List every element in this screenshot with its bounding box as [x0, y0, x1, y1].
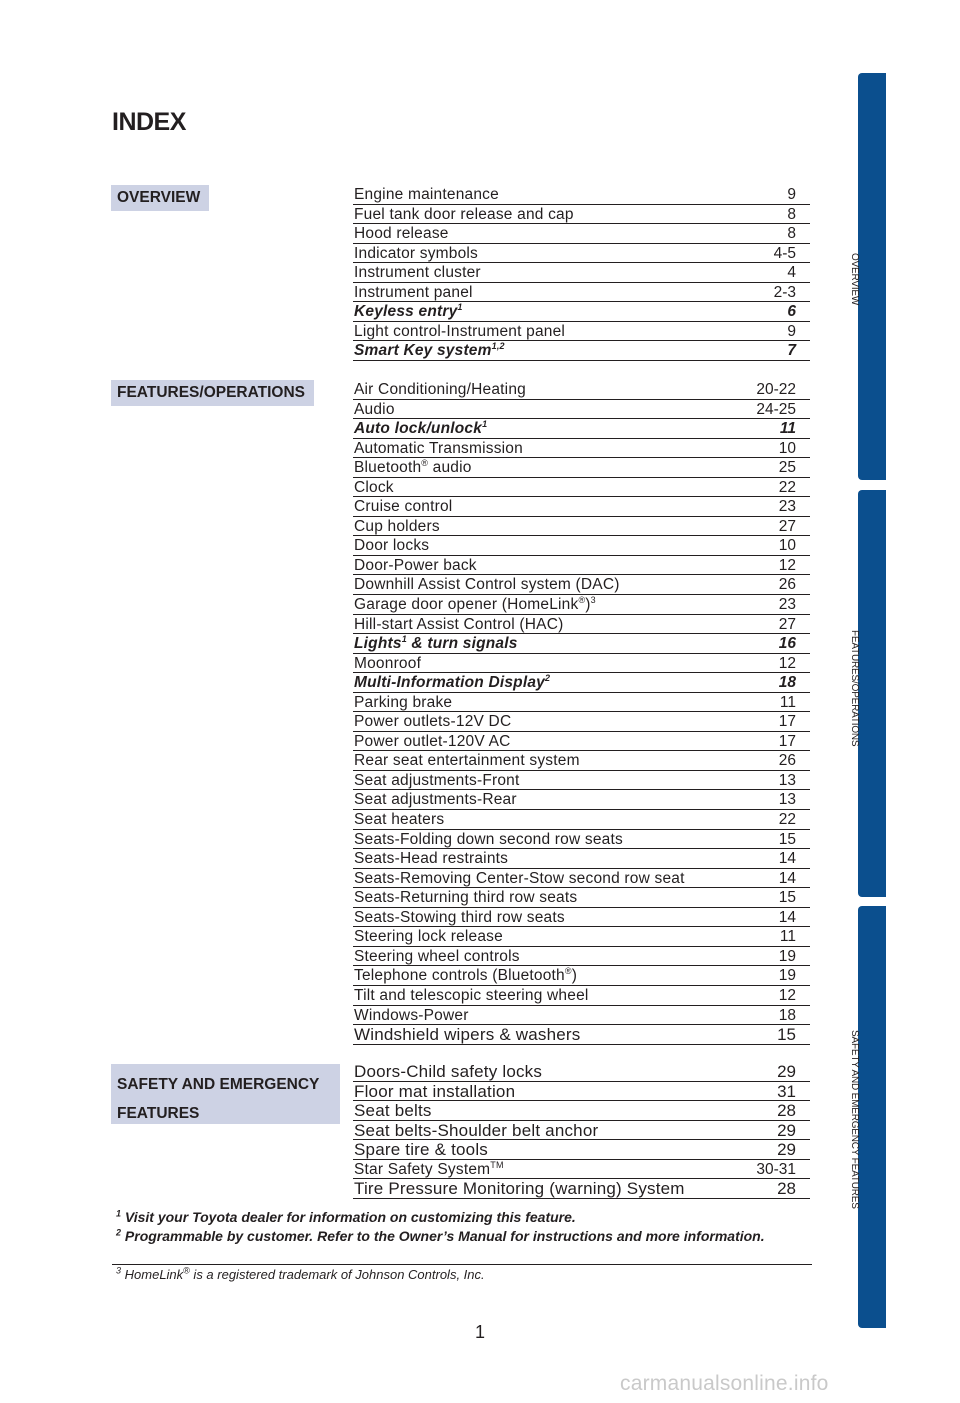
index-entry-page: 29 — [777, 1120, 796, 1140]
superscript: ® — [564, 966, 572, 977]
index-entry-text: Lights — [354, 635, 402, 653]
index-entry-title — [354, 1082, 515, 1101]
index-entry-title — [354, 693, 452, 712]
index-entry-title — [354, 1121, 598, 1140]
index-entry-title — [354, 536, 429, 555]
index-entry-text: Seats-Returning third row seats — [354, 889, 578, 907]
index-entry — [353, 575, 810, 595]
index-entry-title — [354, 380, 526, 399]
side-tab-safety[interactable] — [858, 906, 886, 1328]
index-entry-text: Hood release — [354, 225, 449, 243]
index-entry-page: 7 — [787, 342, 796, 360]
index-entry-text: Seat adjustments-Rear — [354, 791, 517, 809]
index-entry-title — [354, 497, 452, 516]
index-entry-title — [354, 185, 499, 204]
index-entry-page: 11 — [779, 928, 796, 946]
index-entry-text: Instrument cluster — [354, 264, 481, 282]
index-entry-text: Cup holders — [354, 517, 440, 535]
index-entry — [353, 1179, 810, 1199]
index-entry-text: Seats-Folding down second row seats — [354, 830, 623, 848]
index-entry — [353, 947, 810, 967]
index-entry — [353, 986, 810, 1006]
index-entry-page: 13 — [778, 771, 796, 789]
watermark: carmanualsonline.info — [620, 1372, 829, 1395]
index-entry — [353, 849, 810, 869]
index-entry-title — [354, 575, 620, 594]
index-entry-text: Indicator symbols — [354, 244, 479, 262]
index-entry-title — [354, 810, 444, 829]
index-entry-title — [354, 712, 511, 731]
index-entry-page: 9 — [787, 186, 796, 203]
index-entry-title — [354, 986, 589, 1005]
index-entry — [353, 908, 810, 928]
index-entry-text: Door-Power back — [354, 556, 477, 574]
index-entry-title — [354, 751, 580, 770]
index-entry — [353, 1062, 810, 1082]
index-entry-text: Steering wheel controls — [354, 947, 520, 965]
index-entry-text: Windows-Power — [354, 1006, 469, 1024]
footnote-divider — [112, 1264, 812, 1265]
index-entry — [353, 458, 810, 478]
index-entry — [353, 1101, 810, 1121]
index-entry-page: 20-22 — [756, 381, 796, 398]
index-entry — [353, 673, 810, 693]
index-entry-title — [354, 888, 577, 907]
index-entry — [353, 400, 810, 420]
index-entry-text: Bluetooth — [354, 459, 422, 477]
footnote-2-mark: 2 — [116, 1227, 122, 1238]
index-entry-title — [354, 927, 503, 946]
index-entry-title — [354, 732, 511, 751]
index-entry-page: 17 — [778, 732, 796, 750]
index-entry — [353, 966, 810, 986]
index-entry-text: Windshield wipers & washers — [354, 1025, 581, 1045]
footnote-1-text: Visit your Toyota dealer for information on customizing this feature. — [124, 1209, 576, 1225]
index-entry-text: Moonroof — [354, 654, 422, 672]
index-entry-page: 11 — [779, 420, 796, 438]
index-entry-title — [354, 634, 518, 653]
index-entry — [353, 439, 810, 459]
index-entry-text: Seats-Removing Center-Stow second row seat — [354, 869, 685, 887]
index-entry-text: Power outlet-120V AC — [354, 732, 511, 750]
index-entry-page: 23 — [778, 498, 796, 516]
side-tab-label-overview: OVERVIEW — [849, 253, 860, 306]
index-entry-page: 6 — [787, 303, 796, 321]
index-entry-title — [354, 322, 565, 341]
index-entry-page: 13 — [778, 791, 796, 809]
index-entry-title — [354, 1160, 504, 1179]
index-entry-title — [354, 790, 517, 809]
index-entry — [353, 869, 810, 889]
index-entry-page: 26 — [778, 752, 796, 770]
index-entry-text: Downhill Assist Control system (DAC) — [354, 576, 620, 594]
section-label-safety-line2: FEATURES — [117, 1105, 200, 1122]
index-entry-title — [354, 830, 623, 849]
index-entry — [353, 751, 810, 771]
index-entry-text: Star Safety System — [354, 1160, 491, 1178]
index-entry-text: Tire Pressure Monitoring (warning) System — [354, 1179, 685, 1199]
index-entry-title — [354, 283, 473, 302]
index-entry-text: Clock — [354, 478, 394, 496]
index-entry-title — [354, 302, 463, 321]
index-entry-text: Power outlets-12V DC — [354, 713, 512, 731]
index-entry — [353, 830, 810, 850]
index-entry — [353, 283, 810, 303]
index-entry-title — [354, 673, 550, 692]
page-number: 1 — [475, 1322, 486, 1342]
index-entry — [353, 322, 810, 342]
index-entry-page: 14 — [778, 850, 796, 868]
index-entry-page: 23 — [778, 596, 796, 614]
index-entry — [353, 1025, 810, 1045]
index-entry-text: Cruise control — [354, 498, 453, 516]
index-entry — [353, 654, 810, 674]
index-entry-title — [354, 400, 395, 419]
index-entry-text-cont: & turn signals — [406, 635, 518, 653]
index-entry-page: 18 — [778, 674, 796, 692]
index-entry-text: Automatic Transmission — [354, 439, 523, 457]
index-entry — [353, 185, 810, 205]
index-entry-text: Seat adjustments-Front — [354, 771, 520, 789]
index-entry-title — [354, 263, 481, 282]
superscript: 1 — [401, 633, 407, 644]
index-entry-title — [354, 1025, 580, 1044]
index-entry-title — [354, 1062, 542, 1081]
index-entry — [353, 497, 810, 517]
index-entry — [353, 224, 810, 244]
index-entry-title — [354, 771, 520, 790]
safety-list — [353, 1062, 810, 1199]
index-entry-page: 19 — [778, 947, 796, 965]
section-label-features: FEATURES/OPERATIONS — [111, 380, 314, 406]
index-entry — [353, 478, 810, 498]
index-entry-text: Floor mat installation — [354, 1081, 516, 1101]
index-entry — [353, 595, 810, 615]
index-entry-text-cont: ) — [585, 596, 591, 614]
index-entry — [353, 302, 810, 322]
index-entry — [353, 771, 810, 791]
index-entry-title — [354, 341, 505, 360]
index-entry-page: 24-25 — [756, 400, 796, 418]
index-entry-page: 12 — [778, 556, 796, 574]
index-entry-page: 22 — [778, 478, 796, 496]
index-entry-title — [354, 615, 563, 634]
index-entry-page: 17 — [778, 713, 796, 731]
index-entry-title — [354, 224, 449, 243]
superscript: TM — [490, 1159, 504, 1170]
index-entry-title — [354, 869, 685, 888]
index-entry-page: 8 — [787, 205, 796, 223]
footnote-2 — [116, 1227, 816, 1246]
index-entry-text: Air Conditioning/Heating — [354, 381, 526, 398]
index-entry-page: 14 — [778, 869, 796, 887]
index-entry-title — [354, 595, 596, 614]
index-entry — [353, 263, 810, 283]
index-entry-text: Multi-Information Display — [354, 674, 545, 692]
index-entry-page: 29 — [777, 1062, 796, 1081]
index-entry-page: 12 — [778, 654, 796, 672]
features-list — [353, 380, 810, 1045]
index-entry — [353, 1121, 810, 1141]
index-entry-page: 22 — [778, 811, 796, 829]
index-entry — [353, 419, 810, 439]
index-entry-title — [354, 556, 477, 575]
superscript: 1,2 — [491, 341, 505, 352]
index-entry — [353, 517, 810, 537]
index-entry-page: 29 — [777, 1140, 796, 1160]
index-entry-page: 28 — [777, 1179, 796, 1199]
index-entry-text: Garage door opener (HomeLink — [354, 596, 579, 614]
index-entry — [353, 1006, 810, 1026]
index-entry — [353, 615, 810, 635]
index-entry-title — [354, 517, 440, 536]
superscript: 1 — [457, 302, 463, 313]
index-entry — [353, 693, 810, 713]
index-entry-title — [354, 244, 478, 263]
index-entry-text: Seat heaters — [354, 811, 445, 829]
index-entry-text: Spare tire & tools — [354, 1140, 488, 1160]
index-entry-title — [354, 1101, 432, 1120]
index-entry-page: 10 — [778, 439, 796, 457]
footnote-1 — [116, 1208, 816, 1227]
index-entry-text: Door locks — [354, 537, 430, 555]
index-entry-title — [354, 458, 472, 477]
index-entry-title — [354, 908, 565, 927]
index-entry-page: 16 — [778, 635, 796, 653]
index-entry — [353, 712, 810, 732]
section-label-overview: OVERVIEW — [111, 185, 209, 211]
side-tab-overview[interactable] — [858, 73, 886, 480]
superscript: ® — [421, 458, 429, 469]
index-entry-text: Tilt and telescopic steering wheel — [354, 986, 589, 1004]
index-entry-text: Steering lock release — [354, 928, 503, 946]
index-entry-page: 15 — [777, 1025, 796, 1045]
index-entry-page: 19 — [778, 967, 796, 985]
index-entry-page: 15 — [778, 889, 796, 907]
index-entry-text: Hill-start Assist Control (HAC) — [354, 615, 564, 633]
index-entry-title — [354, 849, 508, 868]
index-entry-text: Engine maintenance — [354, 186, 499, 203]
index-entry-text: Fuel tank door release and cap — [354, 205, 574, 223]
index-entry-text-cont: ) — [571, 967, 578, 985]
index-entry — [353, 244, 810, 264]
index-entry-title — [354, 478, 394, 497]
index-entry — [353, 341, 810, 361]
index-entry-page: 28 — [777, 1101, 796, 1121]
index-entry-text: Seats-Stowing third row seats — [354, 908, 565, 926]
footnote-3-reg: ® — [183, 1265, 190, 1276]
index-entry-text: Seats-Head restraints — [354, 850, 509, 868]
index-entry-page: 18 — [778, 1006, 796, 1024]
index-entry-title — [354, 1006, 469, 1025]
index-entry-text-cont: audio — [428, 459, 472, 477]
index-entry — [353, 1140, 810, 1160]
index-entry-text: Seat belts-Shoulder belt anchor — [354, 1120, 599, 1140]
index-entry-title — [354, 947, 520, 966]
index-entry-text: Light control-Instrument panel — [354, 322, 566, 340]
page-title: INDEX — [112, 108, 186, 136]
index-entry-title — [354, 654, 421, 673]
index-entry — [353, 732, 810, 752]
index-entry-page: 15 — [778, 830, 796, 848]
side-tab-features[interactable] — [858, 490, 886, 897]
index-entry-title — [354, 1140, 488, 1159]
index-entry-page: 14 — [778, 908, 796, 926]
index-entry — [353, 927, 810, 947]
index-entry-page: 31 — [777, 1081, 796, 1101]
index-entry-text: Telephone controls (Bluetooth — [354, 967, 565, 985]
index-entry-page: 25 — [778, 459, 796, 477]
index-entry — [353, 536, 810, 556]
index-entry-text: Smart Key system — [354, 342, 492, 360]
index-entry-text: Auto lock/unlock — [354, 420, 483, 438]
superscript: 2 — [545, 673, 551, 684]
index-entry — [353, 1160, 810, 1180]
index-entry — [353, 634, 810, 654]
index-entry — [353, 380, 810, 400]
index-entry — [353, 556, 810, 576]
side-tab-label-features: FEATURES/OPERATIONS — [849, 630, 860, 747]
index-entry — [353, 888, 810, 908]
index-entry-page: 2-3 — [773, 283, 796, 301]
index-entry-page: 30-31 — [756, 1160, 796, 1178]
index-entry-title — [354, 419, 487, 438]
section-label-safety-line1: SAFETY AND EMERGENCY — [117, 1076, 320, 1093]
index-entry-page: 12 — [778, 986, 796, 1004]
index-entry-page: 26 — [778, 576, 796, 594]
index-entry-text: Instrument panel — [354, 283, 473, 301]
section-label-safety — [111, 1064, 340, 1124]
overview-list — [353, 185, 810, 361]
superscript: 3 — [590, 594, 596, 605]
index-entry-page: 9 — [787, 322, 796, 340]
index-entry-title — [354, 966, 577, 985]
footnote-3-text-a: HomeLink — [124, 1267, 184, 1282]
superscript: 1 — [482, 418, 488, 429]
footnote-3 — [116, 1267, 485, 1282]
index-entry-title — [354, 1179, 685, 1198]
index-entry — [353, 790, 810, 810]
footnote-3-mark: 3 — [116, 1265, 122, 1276]
index-entry-title — [354, 439, 523, 458]
footnote-2-text: Programmable by customer. Refer to the Owner’s Manual for instructions and more information. — [124, 1228, 765, 1244]
index-entry-page: 4-5 — [773, 244, 796, 262]
index-entry-page: 8 — [787, 225, 796, 243]
footnote-3-text-b: is a registered trademark of Johnson Controls, Inc. — [189, 1267, 485, 1282]
side-tab-label-safety: SAFETY AND EMERGENCY FEATURES — [849, 1030, 860, 1209]
index-entry — [353, 810, 810, 830]
index-entry-page: 4 — [787, 264, 796, 282]
index-entry — [353, 205, 810, 225]
index-entry-page: 27 — [778, 517, 796, 535]
index-entry-text: Parking brake — [354, 693, 453, 711]
index-entry-page: 11 — [779, 693, 796, 711]
index-entry — [353, 1082, 810, 1102]
index-entry-text: Keyless entry — [354, 303, 458, 321]
footnote-1-mark: 1 — [116, 1208, 122, 1219]
index-entry-text: Seat belts — [354, 1101, 432, 1121]
index-entry-text: Rear seat entertainment system — [354, 752, 580, 770]
index-entry-page: 27 — [778, 615, 796, 633]
index-entry-text: Audio — [354, 400, 395, 418]
superscript: ® — [578, 594, 586, 605]
index-entry-text: Doors-Child safety locks — [354, 1062, 543, 1081]
index-entry-page: 10 — [778, 537, 796, 555]
index-entry-title — [354, 205, 574, 224]
